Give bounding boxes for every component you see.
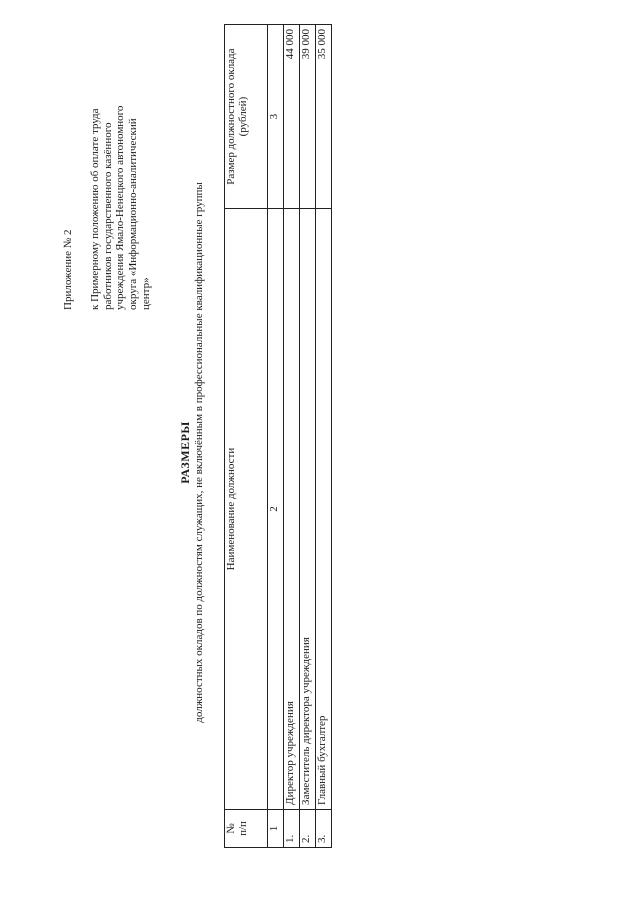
column-header-salary-line1: Размер должностного оклада bbox=[225, 48, 237, 185]
row-salary: 39 000 bbox=[300, 25, 316, 209]
document-heading bbox=[178, 0, 206, 905]
annex-title: Приложение № 2 bbox=[62, 229, 74, 310]
row-position: Заместитель директора учреждения bbox=[300, 209, 316, 810]
column-header-number-line2: п/п bbox=[237, 821, 249, 836]
table-header-row bbox=[225, 25, 268, 848]
annex-line: к Примерному положению об оплате труда bbox=[88, 108, 101, 310]
row-number: 3. bbox=[316, 809, 332, 847]
column-header-salary bbox=[225, 25, 268, 209]
column-header-number-line1: № bbox=[225, 823, 237, 834]
column-index-cell: 3 bbox=[268, 25, 284, 209]
document-title: РАЗМЕРЫ bbox=[178, 421, 192, 484]
column-header-salary-line2: (рублей) bbox=[237, 96, 249, 137]
column-index-cell: 2 bbox=[268, 209, 284, 810]
column-header-position: Наименование должности bbox=[225, 209, 268, 810]
table-row bbox=[284, 25, 300, 848]
annex-line: работников государственного казённого bbox=[101, 122, 114, 310]
table-row bbox=[300, 25, 316, 848]
column-index-cell: 1 bbox=[268, 809, 284, 847]
annex-line: центр» bbox=[139, 277, 152, 310]
row-number: 1. bbox=[284, 809, 300, 847]
document-subtitle: должностных окладов по должностям служащих, не включённым в профессиональные квалификационные группы bbox=[193, 182, 205, 723]
column-header-number bbox=[225, 809, 268, 847]
annex-block bbox=[62, 60, 153, 310]
salary-table bbox=[224, 24, 332, 848]
annex-line: округа «Информационно-аналитический bbox=[127, 118, 140, 310]
row-salary: 35 000 bbox=[316, 25, 332, 209]
table-row bbox=[316, 25, 332, 848]
annex-line: учреждения Ямало-Ненецкого автономного bbox=[114, 105, 127, 310]
row-position: Директор учреждения bbox=[284, 209, 300, 810]
column-index-row bbox=[268, 25, 284, 848]
row-salary: 44 000 bbox=[284, 25, 300, 209]
row-position: Главный бухгалтер bbox=[316, 209, 332, 810]
row-number: 2. bbox=[300, 809, 316, 847]
